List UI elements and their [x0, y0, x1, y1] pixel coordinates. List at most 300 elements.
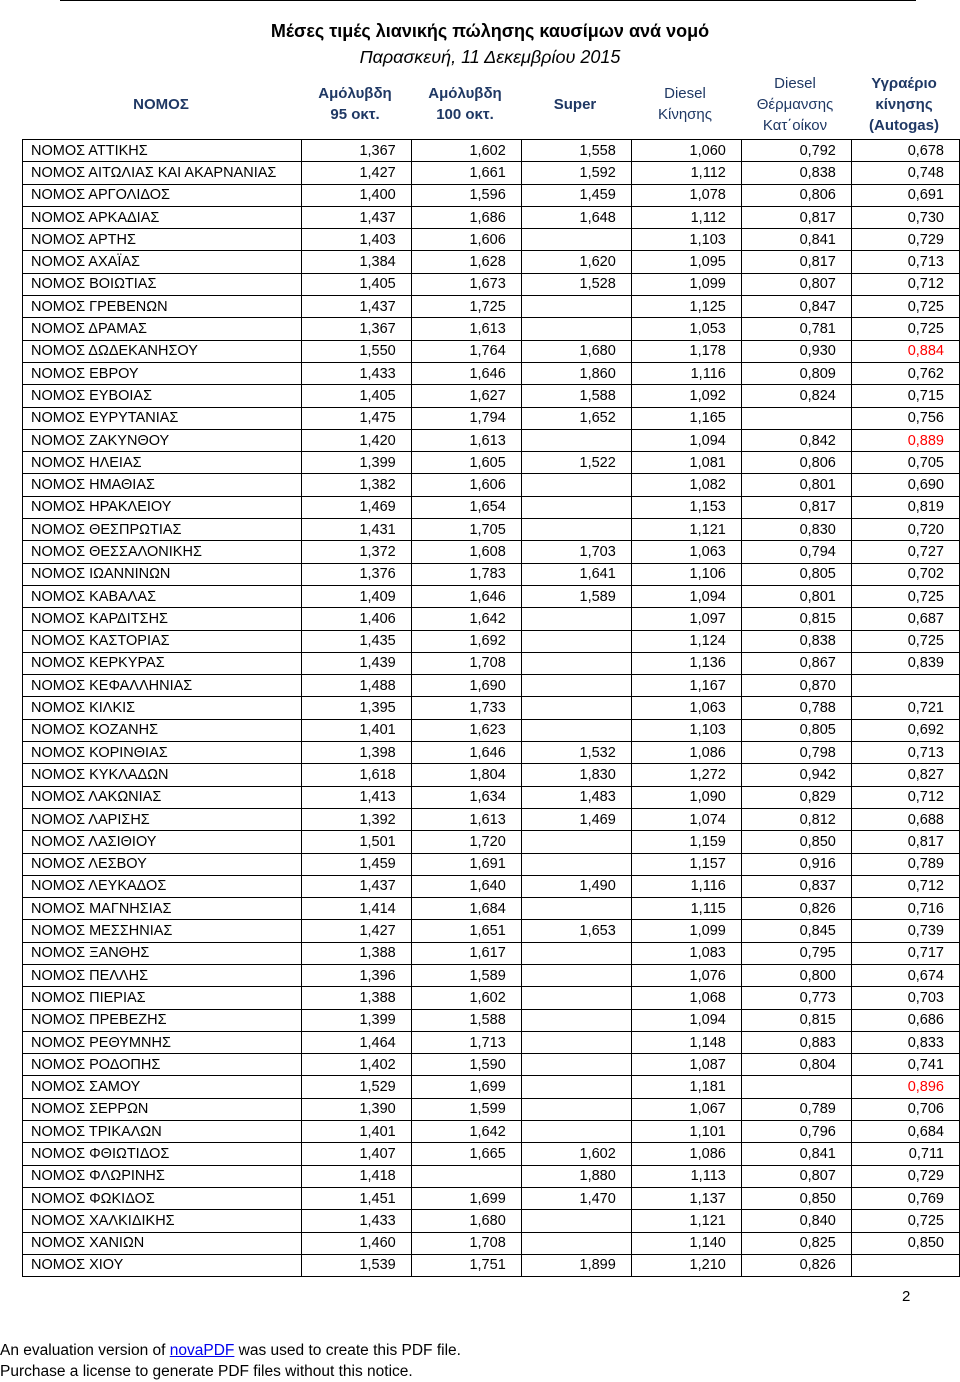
unleaded-100-price: 1,751	[411, 1254, 521, 1276]
page-date: Παρασκευή, 11 Δεκεμβρίου 2015	[359, 47, 621, 67]
unleaded-95-price: 1,372	[301, 541, 411, 563]
table-row	[23, 474, 960, 496]
autogas-price: 0,686	[851, 1009, 959, 1031]
table-row	[23, 452, 960, 474]
autogas-price: 0,725	[851, 585, 959, 607]
diesel-heating-price: 0,812	[741, 808, 851, 830]
unleaded-100-price: 1,606	[411, 229, 521, 251]
diesel-heating-price: 0,804	[741, 1054, 851, 1076]
autogas-price: 0,741	[851, 1054, 959, 1076]
super-price: 1,602	[521, 1143, 631, 1165]
diesel-motion-price: 1,094	[631, 1009, 741, 1031]
super-price: 1,680	[521, 340, 631, 362]
table-row	[23, 1031, 960, 1053]
unleaded-95-price: 1,392	[301, 808, 411, 830]
prefecture-name: ΝΟΜΟΣ ΚΙΛΚΙΣ	[23, 697, 302, 719]
diesel-heating-price: 0,850	[741, 1187, 851, 1209]
unleaded-100-price: 1,764	[411, 340, 521, 362]
unleaded-100-price: 1,642	[411, 1121, 521, 1143]
table-row	[23, 875, 960, 897]
prefecture-name: ΝΟΜΟΣ ΚΥΚΛΑΔΩΝ	[23, 764, 302, 786]
table-row	[23, 964, 960, 986]
diesel-heating-price: 0,773	[741, 987, 851, 1009]
novapdf-link[interactable]: novaPDF	[169, 1342, 235, 1359]
table-row	[23, 1187, 960, 1209]
diesel-motion-price: 1,067	[631, 1098, 741, 1120]
autogas-price: 0,711	[851, 1143, 959, 1165]
diesel-heating-price: 0,842	[741, 429, 851, 451]
autogas-price: 0,725	[851, 296, 959, 318]
diesel-motion-price: 1,068	[631, 987, 741, 1009]
table-row	[23, 920, 960, 942]
unleaded-95-price: 1,439	[301, 652, 411, 674]
diesel-motion-price: 1,178	[631, 340, 741, 362]
prefecture-name: ΝΟΜΟΣ ΙΩΑΝΝΙΝΩΝ	[23, 563, 302, 585]
unleaded-100-price: 1,713	[411, 1031, 521, 1053]
super-price	[521, 652, 631, 674]
autogas-price: 0,748	[851, 162, 959, 184]
autogas-price: 0,833	[851, 1031, 959, 1053]
super-price	[521, 1210, 631, 1232]
header-unleaded-95: Αμόλυβδη 95 οκτ.	[318, 85, 392, 123]
diesel-motion-price: 1,148	[631, 1031, 741, 1053]
unleaded-100-price: 1,590	[411, 1054, 521, 1076]
unleaded-100-price: 1,599	[411, 1098, 521, 1120]
prefecture-name: ΝΟΜΟΣ ΚΑΡΔΙΤΣΗΣ	[23, 608, 302, 630]
super-price: 1,532	[521, 742, 631, 764]
table-row	[23, 1121, 960, 1143]
prefecture-name: ΝΟΜΟΣ ΦΛΩΡΙΝΗΣ	[23, 1165, 302, 1187]
evaluation-notice	[0, 1340, 461, 1382]
header-diesel-motion: Diesel Κίνησης	[657, 85, 712, 123]
prefecture-name: ΝΟΜΟΣ ΕΒΡΟΥ	[23, 362, 302, 384]
table-row	[23, 1098, 960, 1120]
unleaded-100-price: 1,613	[411, 318, 521, 340]
diesel-motion-price: 1,153	[631, 496, 741, 518]
unleaded-95-price: 1,501	[301, 831, 411, 853]
table-row	[23, 585, 960, 607]
prefecture-name: ΝΟΜΟΣ ΚΑΒΑΛΑΣ	[23, 585, 302, 607]
diesel-heating-price: 0,805	[741, 563, 851, 585]
unleaded-100-price: 1,665	[411, 1143, 521, 1165]
table-row	[23, 340, 960, 362]
diesel-heating-price: 0,781	[741, 318, 851, 340]
autogas-price: 0,720	[851, 519, 959, 541]
unleaded-100-price: 1,783	[411, 563, 521, 585]
autogas-price: 0,684	[851, 1121, 959, 1143]
diesel-heating-price: 0,795	[741, 942, 851, 964]
super-price	[521, 898, 631, 920]
super-price: 1,589	[521, 585, 631, 607]
diesel-motion-price: 1,113	[631, 1165, 741, 1187]
unleaded-95-price: 1,464	[301, 1031, 411, 1053]
autogas-price: 0,889	[851, 429, 959, 451]
table-row	[23, 608, 960, 630]
unleaded-100-price: 1,680	[411, 1210, 521, 1232]
autogas-price: 0,817	[851, 831, 959, 853]
super-price: 1,469	[521, 808, 631, 830]
autogas-price: 0,712	[851, 273, 959, 295]
diesel-motion-price: 1,063	[631, 541, 741, 563]
autogas-price: 0,756	[851, 407, 959, 429]
prefecture-name: ΝΟΜΟΣ ΛΕΥΚΑΔΟΣ	[23, 875, 302, 897]
prefecture-name: ΝΟΜΟΣ ΑΡΚΑΔΙΑΣ	[23, 206, 302, 228]
table-row	[23, 429, 960, 451]
prefecture-name: ΝΟΜΟΣ ΧΑΝΙΩΝ	[23, 1232, 302, 1254]
diesel-motion-price: 1,094	[631, 429, 741, 451]
table-row	[23, 719, 960, 741]
diesel-heating-price: 0,838	[741, 162, 851, 184]
diesel-heating-price: 0,817	[741, 251, 851, 273]
autogas-price: 0,674	[851, 964, 959, 986]
autogas-price: 0,688	[851, 808, 959, 830]
unleaded-95-price: 1,388	[301, 987, 411, 1009]
table-row	[23, 563, 960, 585]
super-price	[521, 608, 631, 630]
prefecture-name: ΝΟΜΟΣ ΑΡΤΗΣ	[23, 229, 302, 251]
table-row	[23, 496, 960, 518]
super-price: 1,592	[521, 162, 631, 184]
unleaded-100-price: 1,623	[411, 719, 521, 741]
unleaded-95-price: 1,451	[301, 1187, 411, 1209]
autogas-price: 0,703	[851, 987, 959, 1009]
unleaded-95-price: 1,459	[301, 853, 411, 875]
super-price	[521, 1121, 631, 1143]
diesel-heating-price: 0,840	[741, 1210, 851, 1232]
diesel-heating-price: 0,837	[741, 875, 851, 897]
unleaded-100-price: 1,589	[411, 964, 521, 986]
table-row	[23, 652, 960, 674]
prefecture-name: ΝΟΜΟΣ ΣΕΡΡΩΝ	[23, 1098, 302, 1120]
autogas-price: 0,678	[851, 140, 959, 162]
unleaded-95-price: 1,413	[301, 786, 411, 808]
super-price: 1,459	[521, 184, 631, 206]
unleaded-95-price: 1,367	[301, 318, 411, 340]
super-price: 1,648	[521, 206, 631, 228]
diesel-motion-price: 1,103	[631, 719, 741, 741]
unleaded-100-price: 1,602	[411, 987, 521, 1009]
autogas-price: 0,827	[851, 764, 959, 786]
diesel-heating-price: 0,824	[741, 385, 851, 407]
diesel-motion-price: 1,103	[631, 229, 741, 251]
table-row	[23, 296, 960, 318]
diesel-heating-price: 0,841	[741, 229, 851, 251]
unleaded-100-price: 1,613	[411, 429, 521, 451]
unleaded-100-price: 1,640	[411, 875, 521, 897]
diesel-heating-price: 0,798	[741, 742, 851, 764]
autogas-price: 0,721	[851, 697, 959, 719]
diesel-motion-price: 1,086	[631, 742, 741, 764]
unleaded-100-price: 1,705	[411, 519, 521, 541]
diesel-heating-price: 0,850	[741, 831, 851, 853]
autogas-price: 0,789	[851, 853, 959, 875]
diesel-motion-price: 1,116	[631, 875, 741, 897]
prefecture-name: ΝΟΜΟΣ ΠΡΕΒΕΖΗΣ	[23, 1009, 302, 1031]
unleaded-95-price: 1,469	[301, 496, 411, 518]
unleaded-100-price: 1,654	[411, 496, 521, 518]
prefecture-name: ΝΟΜΟΣ ΔΩΔΕΚΑΝΗΣΟΥ	[23, 340, 302, 362]
autogas-price: 0,716	[851, 898, 959, 920]
prefecture-name: ΝΟΜΟΣ ΚΟΡΙΝΘΙΑΣ	[23, 742, 302, 764]
prefecture-name: ΝΟΜΟΣ ΦΩΚΙΔΟΣ	[23, 1187, 302, 1209]
unleaded-95-price: 1,618	[301, 764, 411, 786]
table-row	[23, 273, 960, 295]
super-price: 1,558	[521, 140, 631, 162]
diesel-motion-price: 1,124	[631, 630, 741, 652]
diesel-heating-price: 0,815	[741, 1009, 851, 1031]
diesel-motion-price: 1,137	[631, 1187, 741, 1209]
prefecture-name: ΝΟΜΟΣ ΛΑΣΙΘΙΟΥ	[23, 831, 302, 853]
diesel-heating-price: 0,867	[741, 652, 851, 674]
super-price	[521, 1076, 631, 1098]
table-row	[23, 853, 960, 875]
table-row	[23, 362, 960, 384]
table-row	[23, 1210, 960, 1232]
super-price	[521, 318, 631, 340]
super-price: 1,522	[521, 452, 631, 474]
unleaded-100-price: 1,699	[411, 1076, 521, 1098]
super-price: 1,653	[521, 920, 631, 942]
unleaded-95-price: 1,406	[301, 608, 411, 630]
table-row	[23, 697, 960, 719]
super-price	[521, 630, 631, 652]
diesel-motion-price: 1,097	[631, 608, 741, 630]
prefecture-name: ΝΟΜΟΣ ΚΕΡΚΥΡΑΣ	[23, 652, 302, 674]
unleaded-100-price: 1,684	[411, 898, 521, 920]
unleaded-100-price: 1,605	[411, 452, 521, 474]
super-price	[521, 853, 631, 875]
evaluation-notice-line2: Purchase a license to generate PDF files without this notice.	[0, 1363, 413, 1380]
unleaded-100-price: 1,613	[411, 808, 521, 830]
diesel-motion-price: 1,099	[631, 273, 741, 295]
table-row	[23, 1232, 960, 1254]
diesel-heating-price: 0,794	[741, 541, 851, 563]
header-diesel-heating: Diesel Θέρμανσης Κατ΄οίκον	[756, 74, 834, 134]
super-price: 1,860	[521, 362, 631, 384]
unleaded-95-price: 1,398	[301, 742, 411, 764]
super-price: 1,470	[521, 1187, 631, 1209]
unleaded-100-price: 1,725	[411, 296, 521, 318]
unleaded-95-price: 1,529	[301, 1076, 411, 1098]
diesel-heating-price: 0,801	[741, 585, 851, 607]
autogas-price: 0,712	[851, 786, 959, 808]
diesel-heating-price: 0,817	[741, 206, 851, 228]
unleaded-100-price: 1,794	[411, 407, 521, 429]
unleaded-95-price: 1,405	[301, 385, 411, 407]
unleaded-100-price: 1,628	[411, 251, 521, 273]
page-title: Μέσες τιμές λιανικής πώλησης καυσίμων ανά νομό	[270, 21, 710, 41]
diesel-motion-price: 1,087	[631, 1054, 741, 1076]
unleaded-95-price: 1,433	[301, 362, 411, 384]
diesel-motion-price: 1,090	[631, 786, 741, 808]
diesel-motion-price: 1,115	[631, 898, 741, 920]
prefecture-name: ΝΟΜΟΣ ΗΜΑΘΙΑΣ	[23, 474, 302, 496]
unleaded-95-price: 1,401	[301, 1121, 411, 1143]
unleaded-95-price: 1,427	[301, 162, 411, 184]
unleaded-100-price: 1,646	[411, 742, 521, 764]
table-row	[23, 1009, 960, 1031]
super-price	[521, 1098, 631, 1120]
diesel-heating-price: 0,883	[741, 1031, 851, 1053]
super-price	[521, 519, 631, 541]
diesel-motion-price: 1,060	[631, 140, 741, 162]
table-row	[23, 630, 960, 652]
autogas-price: 0,717	[851, 942, 959, 964]
table-row	[23, 385, 960, 407]
diesel-heating-price: 0,801	[741, 474, 851, 496]
super-price	[521, 1232, 631, 1254]
table-row	[23, 140, 960, 162]
autogas-price: 0,691	[851, 184, 959, 206]
autogas-price: 0,725	[851, 1210, 959, 1232]
diesel-heating-price: 0,829	[741, 786, 851, 808]
diesel-motion-price: 1,101	[631, 1121, 741, 1143]
diesel-heating-price: 0,826	[741, 1254, 851, 1276]
unleaded-95-price: 1,367	[301, 140, 411, 162]
super-price	[521, 942, 631, 964]
diesel-heating-price: 0,815	[741, 608, 851, 630]
table-row	[23, 987, 960, 1009]
table-row	[23, 541, 960, 563]
diesel-heating-price: 0,796	[741, 1121, 851, 1143]
prefecture-name: ΝΟΜΟΣ ΘΕΣΣΑΛΟΝΙΚΗΣ	[23, 541, 302, 563]
autogas-price: 0,713	[851, 251, 959, 273]
table-row	[23, 742, 960, 764]
diesel-heating-price: 0,806	[741, 452, 851, 474]
prefecture-name: ΝΟΜΟΣ ΕΥΡΥΤΑΝΙΑΣ	[23, 407, 302, 429]
diesel-motion-price: 1,099	[631, 920, 741, 942]
prefecture-name: ΝΟΜΟΣ ΑΙΤΩΛΙΑΣ ΚΑΙ ΑΚΑΡΝΑΝΙΑΣ	[23, 162, 302, 184]
prefecture-name: ΝΟΜΟΣ ΣΑΜΟΥ	[23, 1076, 302, 1098]
diesel-motion-price: 1,121	[631, 1210, 741, 1232]
unleaded-100-price: 1,627	[411, 385, 521, 407]
table-row	[23, 764, 960, 786]
super-price	[521, 675, 631, 697]
table-row	[23, 162, 960, 184]
diesel-motion-price: 1,272	[631, 764, 741, 786]
autogas-price	[851, 675, 959, 697]
diesel-motion-price: 1,167	[631, 675, 741, 697]
prefecture-name: ΝΟΜΟΣ ΖΑΚΥΝΘΟΥ	[23, 429, 302, 451]
header-unleaded-100: Αμόλυβδη 100 οκτ.	[428, 85, 502, 123]
unleaded-100-price: 1,651	[411, 920, 521, 942]
prefecture-name: ΝΟΜΟΣ ΔΡΑΜΑΣ	[23, 318, 302, 340]
super-price: 1,880	[521, 1165, 631, 1187]
unleaded-95-price: 1,399	[301, 452, 411, 474]
unleaded-95-price: 1,388	[301, 942, 411, 964]
unleaded-100-price: 1,617	[411, 942, 521, 964]
unleaded-100-price: 1,804	[411, 764, 521, 786]
diesel-heating-price: 0,817	[741, 496, 851, 518]
table-row	[23, 808, 960, 830]
unleaded-95-price: 1,405	[301, 273, 411, 295]
unleaded-95-price: 1,414	[301, 898, 411, 920]
super-price: 1,830	[521, 764, 631, 786]
unleaded-100-price: 1,673	[411, 273, 521, 295]
unleaded-95-price: 1,437	[301, 875, 411, 897]
prefecture-name: ΝΟΜΟΣ ΗΛΕΙΑΣ	[23, 452, 302, 474]
prefecture-name: ΝΟΜΟΣ ΧΙΟΥ	[23, 1254, 302, 1276]
table-row	[23, 318, 960, 340]
unleaded-95-price: 1,431	[301, 519, 411, 541]
autogas-price: 0,712	[851, 875, 959, 897]
super-price: 1,703	[521, 541, 631, 563]
super-price: 1,641	[521, 563, 631, 585]
autogas-price: 0,762	[851, 362, 959, 384]
unleaded-95-price: 1,435	[301, 630, 411, 652]
diesel-motion-price: 1,076	[631, 964, 741, 986]
table-row	[23, 1254, 960, 1276]
table-row	[23, 407, 960, 429]
unleaded-100-price: 1,634	[411, 786, 521, 808]
diesel-motion-price: 1,106	[631, 563, 741, 585]
unleaded-100-price: 1,720	[411, 831, 521, 853]
diesel-motion-price: 1,094	[631, 585, 741, 607]
super-price	[521, 697, 631, 719]
diesel-heating-price: 0,930	[741, 340, 851, 362]
unleaded-95-price: 1,488	[301, 675, 411, 697]
diesel-motion-price: 1,159	[631, 831, 741, 853]
super-price: 1,588	[521, 385, 631, 407]
unleaded-95-price: 1,390	[301, 1098, 411, 1120]
super-price	[521, 429, 631, 451]
diesel-motion-price: 1,083	[631, 942, 741, 964]
autogas-price: 0,725	[851, 318, 959, 340]
unleaded-95-price: 1,460	[301, 1232, 411, 1254]
unleaded-95-price: 1,475	[301, 407, 411, 429]
unleaded-100-price	[411, 1165, 521, 1187]
autogas-price: 0,729	[851, 1165, 959, 1187]
unleaded-100-price: 1,733	[411, 697, 521, 719]
unleaded-95-price: 1,550	[301, 340, 411, 362]
super-price	[521, 496, 631, 518]
prefecture-name: ΝΟΜΟΣ ΡΟΔΟΠΗΣ	[23, 1054, 302, 1076]
table-row	[23, 184, 960, 206]
prefecture-name: ΝΟΜΟΣ ΒΟΙΩΤΙΑΣ	[23, 273, 302, 295]
unleaded-100-price: 1,642	[411, 608, 521, 630]
autogas-price: 0,739	[851, 920, 959, 942]
table-row	[23, 675, 960, 697]
diesel-motion-price: 1,092	[631, 385, 741, 407]
table-row	[23, 251, 960, 273]
diesel-heating-price: 0,805	[741, 719, 851, 741]
autogas-price: 0,884	[851, 340, 959, 362]
diesel-heating-price: 0,809	[741, 362, 851, 384]
unleaded-100-price: 1,691	[411, 853, 521, 875]
super-price	[521, 964, 631, 986]
diesel-heating-price: 0,807	[741, 273, 851, 295]
unleaded-95-price: 1,376	[301, 563, 411, 585]
autogas-price: 0,715	[851, 385, 959, 407]
unleaded-95-price: 1,418	[301, 1165, 411, 1187]
unleaded-95-price: 1,396	[301, 964, 411, 986]
unleaded-95-price: 1,382	[301, 474, 411, 496]
diesel-motion-price: 1,116	[631, 362, 741, 384]
diesel-heating-price: 0,789	[741, 1098, 851, 1120]
page-number: 2	[902, 1288, 911, 1305]
diesel-heating-price: 0,845	[741, 920, 851, 942]
autogas-price: 0,896	[851, 1076, 959, 1098]
prefecture-name: ΝΟΜΟΣ ΚΕΦΑΛΛΗΝΙΑΣ	[23, 675, 302, 697]
unleaded-95-price: 1,433	[301, 1210, 411, 1232]
diesel-motion-price: 1,136	[631, 652, 741, 674]
table-row	[23, 1076, 960, 1098]
diesel-motion-price: 1,078	[631, 184, 741, 206]
prefecture-name: ΝΟΜΟΣ ΑΡΓΟΛΙΔΟΣ	[23, 184, 302, 206]
unleaded-95-price: 1,395	[301, 697, 411, 719]
prefecture-name: ΝΟΜΟΣ ΦΘΙΩΤΙΔΟΣ	[23, 1143, 302, 1165]
autogas-price	[851, 1254, 959, 1276]
